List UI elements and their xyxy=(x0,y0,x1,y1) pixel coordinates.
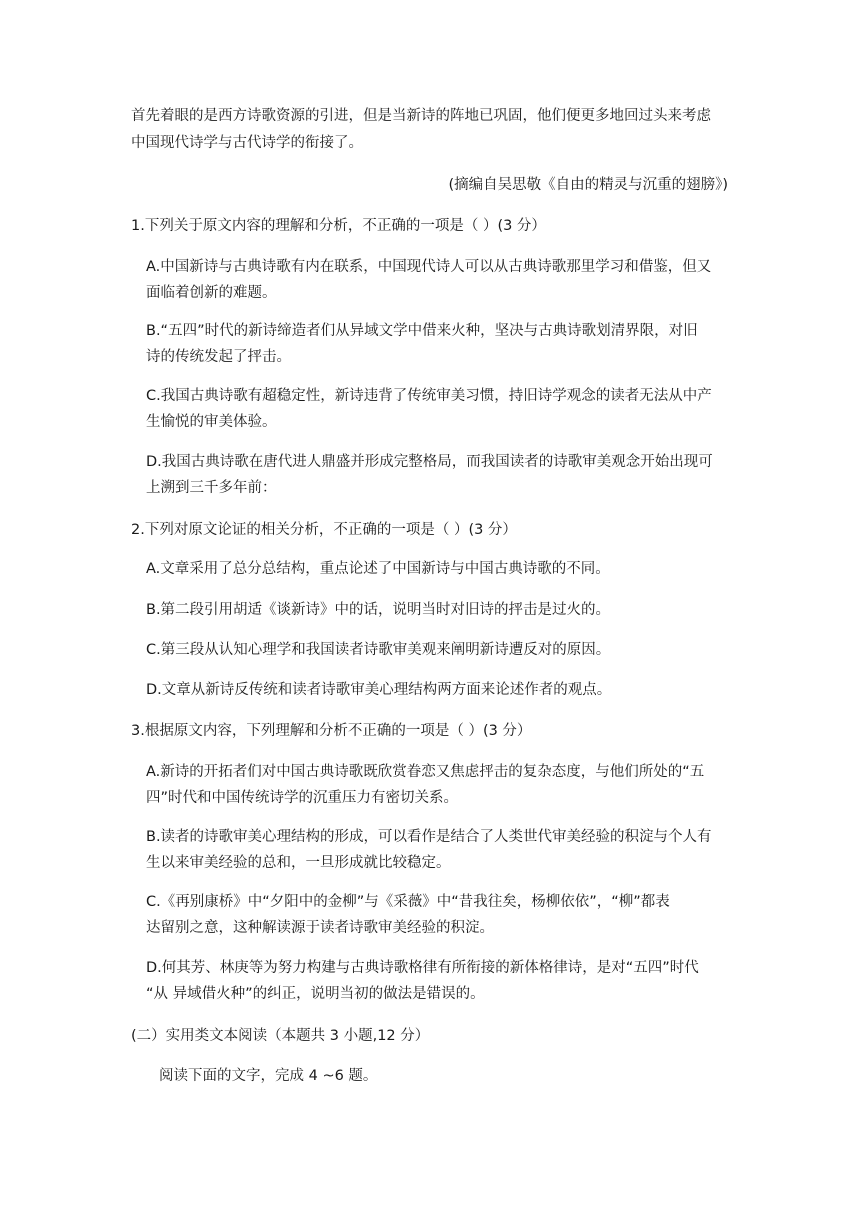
question-stem: 3.根据原文内容，下列理解和分析不正确的一项是（ ）(3 分） xyxy=(131,723,532,739)
option-c-line: C.《再别康桥》中“夕阳中的金柳”与《采薇》中“昔我往矣，杨柳依依”，“柳”都表 xyxy=(146,894,670,910)
option-c-line: 达留别之意，这种解读源于读者诗歌审美经验的积淀。 xyxy=(146,920,494,936)
option-d-line: 上溯到三千多年前： xyxy=(146,480,277,496)
option-b-line: B.第二段引用胡适《谈新诗》中的话，说明当时对旧诗的抨击是过火的。 xyxy=(146,602,611,618)
option-b-line: B.“五四”时代的新诗缔造者们从异域文学中借来火种，坚决与古典诗歌划清界限，对旧 xyxy=(146,323,698,339)
option-a-line: 四”时代和中国传统诗学的沉重压力有密切关系。 xyxy=(146,790,459,806)
section-heading: (二）实用类文本阅读（本题共 3 小题,12 分） xyxy=(131,1028,430,1044)
option-b-line: B.读者的诗歌审美心理结构的形成，可以看作是结合了人类世代审美经验的积淀与个人有 xyxy=(146,829,712,845)
passage-source: (摘编自吴思敬《自由的精灵与沉重的翅膀》) xyxy=(448,177,728,193)
option-a-line: A.新诗的开拓者们对中国古典诗歌既欣赏眷恋又焦虑抨击的复杂态度，与他们所处的“五 xyxy=(146,764,705,780)
option-d-line: “从 异域借火种”的纠正，说明当初的做法是错误的。 xyxy=(146,986,485,1002)
section-instruction: 阅读下面的文字，完成 4 ~6 题。 xyxy=(159,1068,378,1084)
question-stem: 1.下列关于原文内容的理解和分析，不正确的一项是（ ）(3 分） xyxy=(131,218,546,234)
question-stem: 2.下列对原文论证的相关分析，不正确的一项是（ ）(3 分） xyxy=(131,522,517,538)
passage-line: 首先着眼的是西方诗歌资源的引进，但是当新诗的阵地已巩固，他们便更多地回过头来考虑 xyxy=(131,108,711,124)
option-c-line: C.我国古典诗歌有超稳定性，新诗违背了传统审美习惯，持旧诗学观念的读者无法从中产 xyxy=(146,388,712,404)
option-d-line: D.何其芳、林庚等为努力构建与古典诗歌格律有所衔接的新体格律诗，是对“五四”时代 xyxy=(146,960,699,976)
option-c-line: 生愉悦的审美体验。 xyxy=(146,414,277,430)
option-b-line: 诗的传统发起了抨击。 xyxy=(146,349,291,365)
option-d-line: D.我国古典诗歌在唐代进人鼎盛并形成完整格局，而我国读者的诗歌审美观念开始出现可 xyxy=(146,454,713,470)
option-a-line: A.文章采用了总分总结构，重点论述了中国新诗与中国古典诗歌的不同。 xyxy=(146,561,610,577)
option-a-line: A.中国新诗与古典诗歌有内在联系，中国现代诗人可以从古典诗歌那里学习和借鉴，但又 xyxy=(146,259,712,275)
option-a-line: 面临着创新的难题。 xyxy=(146,285,277,301)
passage-line: 中国现代诗学与古代诗学的衔接了。 xyxy=(131,135,363,151)
option-d-line: D.文章从新诗反传统和读者诗歌审美心理结构两方面来论述作者的观点。 xyxy=(146,682,612,698)
option-b-line: 生以来审美经验的总和，一旦形成就比较稳定。 xyxy=(146,855,451,871)
option-c-line: C.第三段从认知心理学和我国读者诗歌审美观来阐明新诗遭反对的原因。 xyxy=(146,642,611,658)
